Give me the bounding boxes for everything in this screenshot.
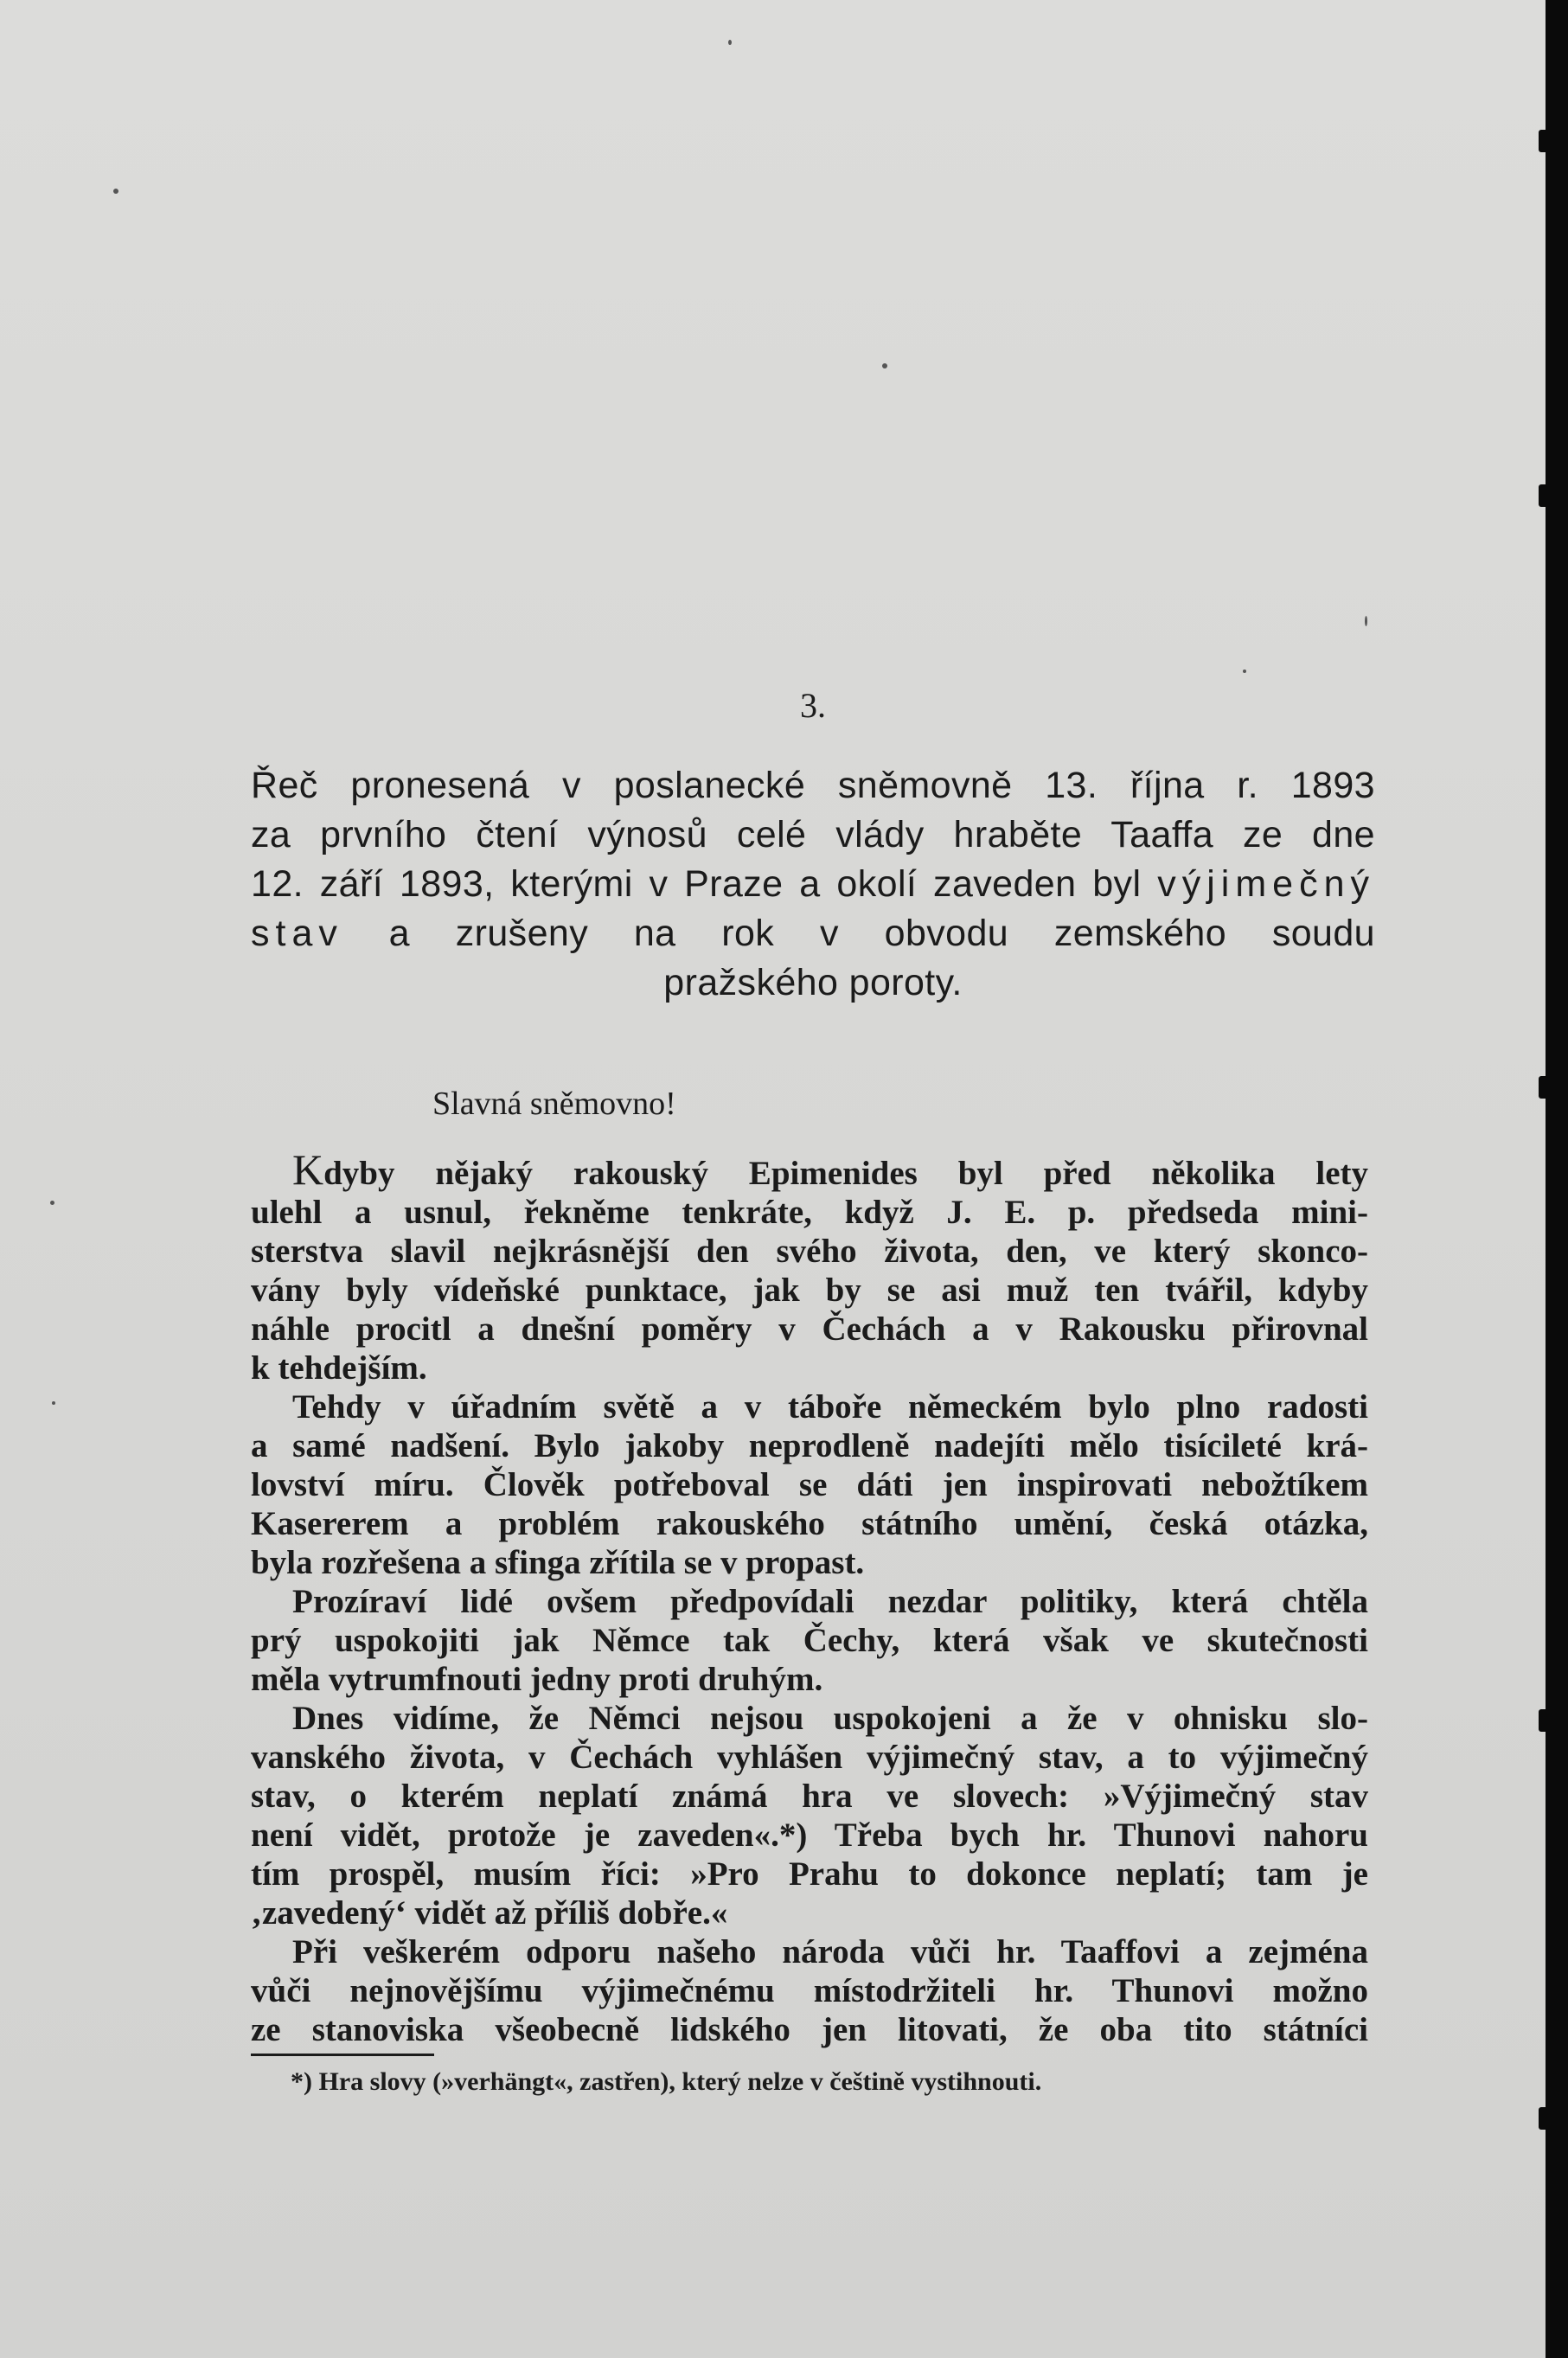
- heading-line: 12. září 1893, kterými v Praze a okolí zaveden byl výjimečný: [251, 863, 1375, 905]
- speech-body: [251, 1145, 1368, 2049]
- paragraph: [251, 1582, 1368, 1699]
- text-line: Prozíraví lidé ovšem předpovídali nezdar politiky, která chtěla: [292, 1583, 1368, 1620]
- paragraph: [251, 1387, 1368, 1582]
- text-line: lovství míru. Člověk potřeboval se dáti jen inspirovati nebožtíkem: [251, 1466, 1368, 1503]
- heading-line: za prvního čtení výnosů celé vlády hraběte Taaffa ze dne: [251, 814, 1375, 855]
- text-line: vanského života, v Čechách vyhlášen výjimečný stav, a to výjimečný: [251, 1739, 1368, 1776]
- text-line: Při veškerém odporu našeho národa vůči hr. Taaffovi a zejména: [292, 1933, 1368, 1970]
- text-line: Kasererem a problém rakouského státního umění, česká otázka,: [251, 1505, 1368, 1542]
- heading-line: Řeč pronesená v poslanecké sněmovně 13. října r. 1893: [251, 765, 1375, 806]
- spaced-word: stav: [251, 913, 343, 954]
- text-line: sterstva slavil nejkrásnější den svého života, den, ve který skonco-: [251, 1233, 1368, 1270]
- text-line: Kdyby nějaký rakouský Epimenides byl před několika lety: [292, 1145, 1368, 1194]
- text-line: ‚zavedený‘ vidět až příliš dobře.«: [251, 1894, 728, 1932]
- text-line: měla vytrumfnouti jedny proti druhým.: [251, 1661, 823, 1698]
- heading-line: pražského poroty.: [663, 962, 963, 1003]
- spaced-word: výjimečný: [1157, 863, 1375, 905]
- text-line: prý uspokojiti jak Němce tak Čechy, která však ve skutečnosti: [251, 1622, 1368, 1659]
- text-line: vůči nejnovějšímu výjimečnému místodržiteli hr. Thunovi možno: [251, 1972, 1368, 2009]
- text-line: náhle procitl a dnešní poměry v Čechách a v Rakousku přirovnal: [251, 1310, 1368, 1348]
- speech-heading: [251, 761, 1375, 1008]
- text-line: Dnes vidíme, že Němci nejsou uspokojeni a že v ohnisku slo-: [292, 1700, 1368, 1737]
- text-line: byla rozřešena a sfinga zřítila se v propast.: [251, 1544, 865, 1581]
- text-line: k tehdejším.: [251, 1349, 427, 1387]
- text-line: stav, o kterém neplatí známá hra ve slovech: »Výjimečný stav: [251, 1778, 1368, 1815]
- text-line: a samé nadšení. Bylo jakoby neprodleně nadejíti mělo tisícileté krá-: [251, 1427, 1368, 1464]
- text-line: ulehl a usnul, řekněme tenkráte, když J. E. p. předseda mini-: [251, 1194, 1368, 1231]
- heading-line: stav a zrušeny na rok v obvodu zemského soudu: [251, 913, 1375, 954]
- text-line: Tehdy v úřadním světě a v táboře německém bylo plno radosti: [292, 1388, 1368, 1426]
- paragraph: [251, 1145, 1368, 1387]
- paragraph: [251, 1932, 1368, 2049]
- text-line: vány byly vídeňské punktace, jak by se asi muž ten tvářil, kdyby: [251, 1272, 1368, 1309]
- scan-edge: [1546, 0, 1568, 2358]
- salutation: Slavná sněmovno!: [432, 1086, 676, 1122]
- text-line: tím prospěl, musím říci: »Pro Prahu to dokonce neplatí; tam je: [251, 1855, 1368, 1893]
- footnote: *) Hra slovy (»verhängt«, zastřen), který nelze v češtině vystihnouti.: [291, 2067, 1042, 2096]
- footnote-rule: [251, 2054, 434, 2056]
- text-line: ze stanoviska všeobecně lidského jen litovati, že oba tito státníci: [251, 2011, 1368, 2048]
- paragraph: [251, 1699, 1368, 1932]
- drop-capital: K: [292, 1145, 324, 1194]
- page-number: 3.: [800, 686, 826, 725]
- text-line: není vidět, protože je zaveden«.*) Třeba bych hr. Thunovi nahoru: [251, 1817, 1368, 1854]
